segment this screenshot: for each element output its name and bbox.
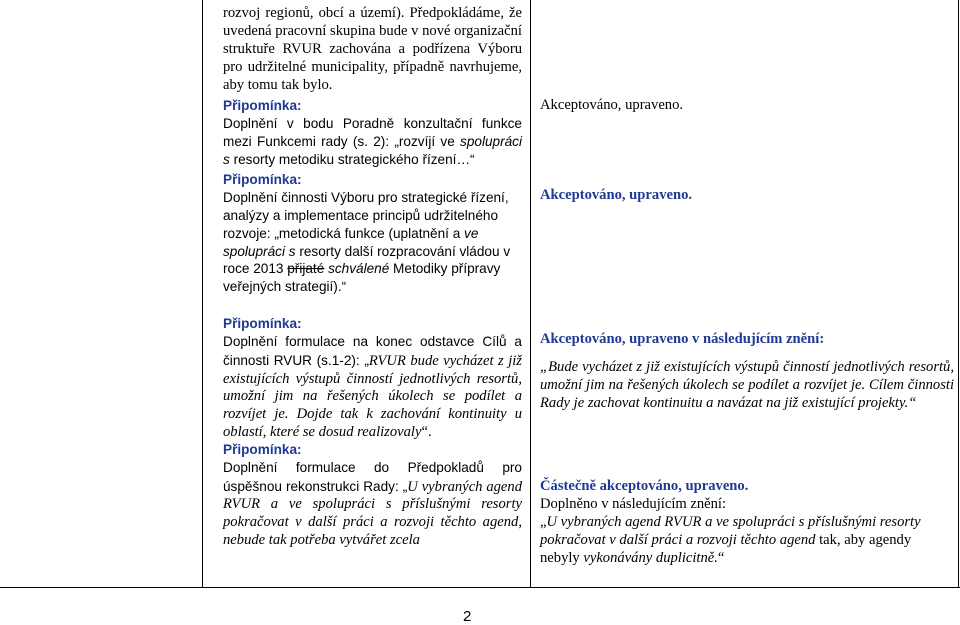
comment-label: Připomínka:: [223, 441, 302, 457]
comment-label: Připomínka:: [223, 98, 302, 113]
comments-cell: [223, 5, 522, 550]
response-text: „Bude vycházet z již existujících výstupů činností jednotlivých resortů, umožní jim na řešených úkolech se podílet a rozvíjet je. Cílem činnosti Rady je zachovat kontinuitu a navázat na již existující projekty.“: [540, 358, 954, 411]
comment-text: Doplnění formulace na konec odstavce Cílů a činnosti RVUR (s.1-2): „RVUR bude vycházet z již existujících výstupů činností jednotlivých resortů, umožní jim na řešených úkolech se podílet a rozvíjet je. Dojde tak k zachování kontinuity u oblastí, které se dosud realizovaly“.: [223, 333, 522, 441]
table-border: [202, 0, 203, 588]
comment-text: Doplnění činnosti Výboru pro strategické řízení, analýzy a implementace principů udržitelného rozvoje: „metodická funkce (uplatnění a ve spolupráci s resorty další rozpracování vládou v roce 2013 přijaté schválené Metodiky přípravy veřejných strategií).“: [223, 189, 511, 295]
response-label: Částečně akceptováno, upraveno.: [540, 478, 749, 494]
comment-label: Připomínka:: [223, 171, 302, 187]
table-border: [958, 0, 959, 588]
comment-label: Připomínka:: [223, 315, 302, 331]
response-sublabel: Doplněno v následujícím znění:: [540, 495, 727, 512]
response-text: „U vybraných agend RVUR a ve spolupráci s příslušnými resorty pokračovat v další práci a rozvoji těchto agend tak, aby agendy nebyly vykonávány duplicitně.“: [540, 513, 921, 566]
intro-text: rozvoj regionů, obcí a území). Předpokládáme, že uvedená pracovní skupina bude v nové organizační struktuře RVUR zachována a podřízena Výboru pro udržitelné municipality, případně navrhujeme, aby tomu tak bylo.: [223, 5, 522, 93]
response-label: Akceptováno, upraveno v následujícím znění:: [540, 331, 825, 347]
response-4: [540, 478, 954, 568]
comment-text: Doplnění formulace do Předpokladů pro úspěšnou rekonstrukci Rady: „U vybraných agend RVUR a ve spolupráci s příslušnými resorty pokračovat v další práci a rozvoji těchto agend, nebude tak potřeba vytvářet zcela: [223, 459, 523, 549]
table-border: [530, 0, 531, 588]
response-1: Akceptováno, upraveno.: [540, 97, 684, 113]
page-number: 2: [463, 608, 472, 625]
response-3: [540, 331, 954, 413]
table-border: [0, 587, 960, 588]
comment-text: Doplnění v bodu Poradně konzultační funkce mezi Funkcemi rady (s. 2): „rozvíjí ve spolupráci s resorty metodiku strategického řízení…“: [223, 115, 522, 167]
response-2: Akceptováno, upraveno.: [540, 187, 693, 203]
